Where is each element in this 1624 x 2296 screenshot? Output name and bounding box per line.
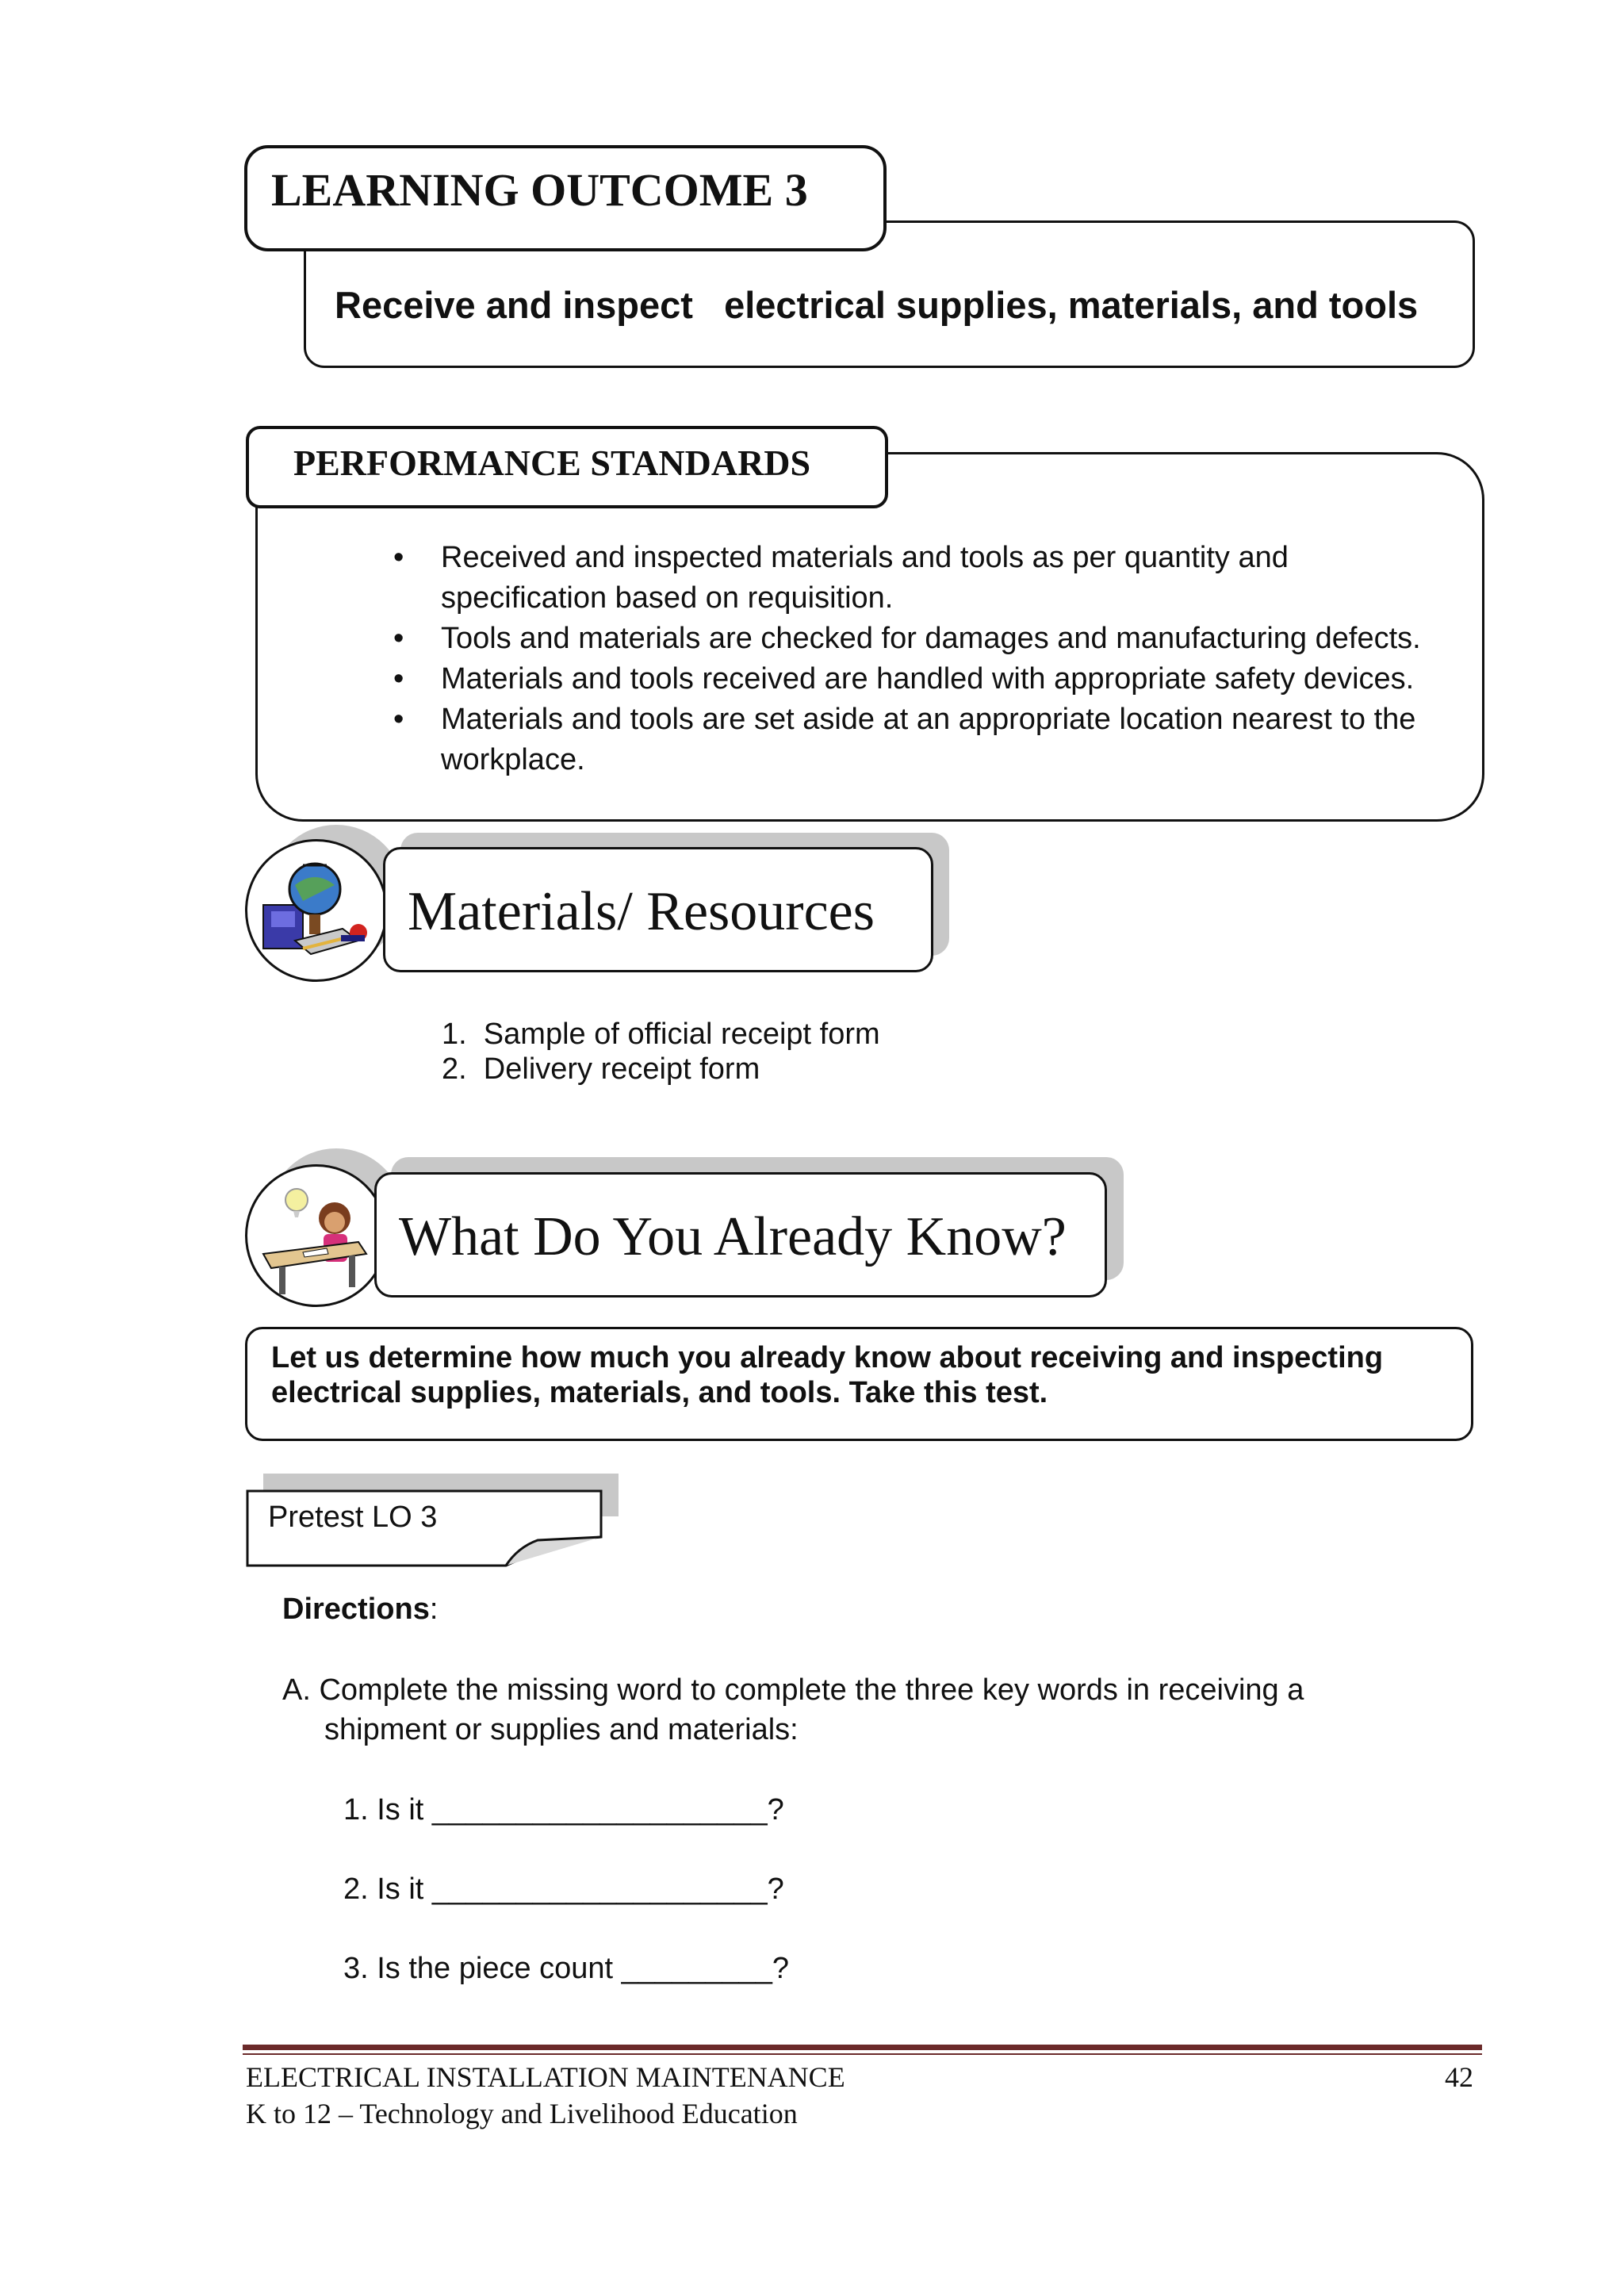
directions-label: Directions (282, 1593, 430, 1626)
footer-line-2: K to 12 – Technology and Livelihood Education (246, 2098, 798, 2129)
list-item: workplace. (441, 743, 585, 776)
footer-rule-thick (243, 2045, 1482, 2050)
question-item-1: 1. Is it ____________________? (343, 1793, 784, 1826)
bullet-icon: • (393, 541, 404, 574)
know-intro-line-2: electrical supplies, materials, and tools. Take this test. (271, 1376, 1048, 1409)
performance-standards-title: PERFORMANCE STANDARDS (293, 443, 811, 483)
footer-rule-thin (243, 2053, 1482, 2055)
question-a-line-1: A. Complete the missing word to complete the three key words in receiving a (282, 1673, 1304, 1707)
performance-standards-list (393, 538, 1472, 780)
materials-icon-circle (245, 839, 388, 982)
list-item: 2. Delivery receipt form (442, 1052, 760, 1086)
list-item: • Tools and materials are checked for damages and manufacturing defects. (441, 619, 1472, 659)
pretest-label: Pretest LO 3 (268, 1501, 438, 1534)
question-item-3: 3. Is the piece count _________? (343, 1952, 790, 1985)
student-desk-icon (247, 1167, 388, 1307)
know-header-title: What Do You Already Know? (399, 1206, 1067, 1267)
list-item: 1. Sample of official receipt form (442, 1018, 880, 1051)
bullet-icon: • (393, 622, 404, 655)
materials-header-title: Materials/ Resources (408, 881, 875, 942)
know-intro-text (271, 1340, 1461, 1410)
know-intro-line-1: Let us determine how much you already know about receiving and inspecting (271, 1341, 1384, 1374)
learning-outcome-title: LEARNING OUTCOME 3 (271, 164, 808, 216)
list-item: • Received and inspected materials and tools as per quantity and (441, 538, 1472, 578)
footer-line-1: ELECTRICAL INSTALLATION MAINTENANCE (246, 2061, 845, 2093)
list-item: • Materials and tools are set aside at an appropriate location nearest to the (441, 700, 1472, 740)
page-number: 42 (1445, 2061, 1473, 2093)
know-icon-circle (245, 1164, 388, 1307)
question-item-2: 2. Is it ____________________? (343, 1872, 784, 1906)
bullet-icon: • (393, 703, 404, 736)
learning-outcome-subtitle: Receive and inspect electrical supplies, materials, and tools (335, 284, 1419, 326)
list-item: specification based on requisition. (441, 581, 894, 615)
bullet-icon: • (393, 662, 404, 696)
globe-books-icon (247, 841, 388, 982)
directions-heading (282, 1589, 438, 1629)
question-a-line-2: shipment or supplies and materials: (324, 1713, 799, 1746)
list-item: • Materials and tools received are handled with appropriate safety devices. (441, 659, 1472, 700)
directions-colon: : (429, 1593, 439, 1626)
materials-list (442, 1017, 880, 1087)
